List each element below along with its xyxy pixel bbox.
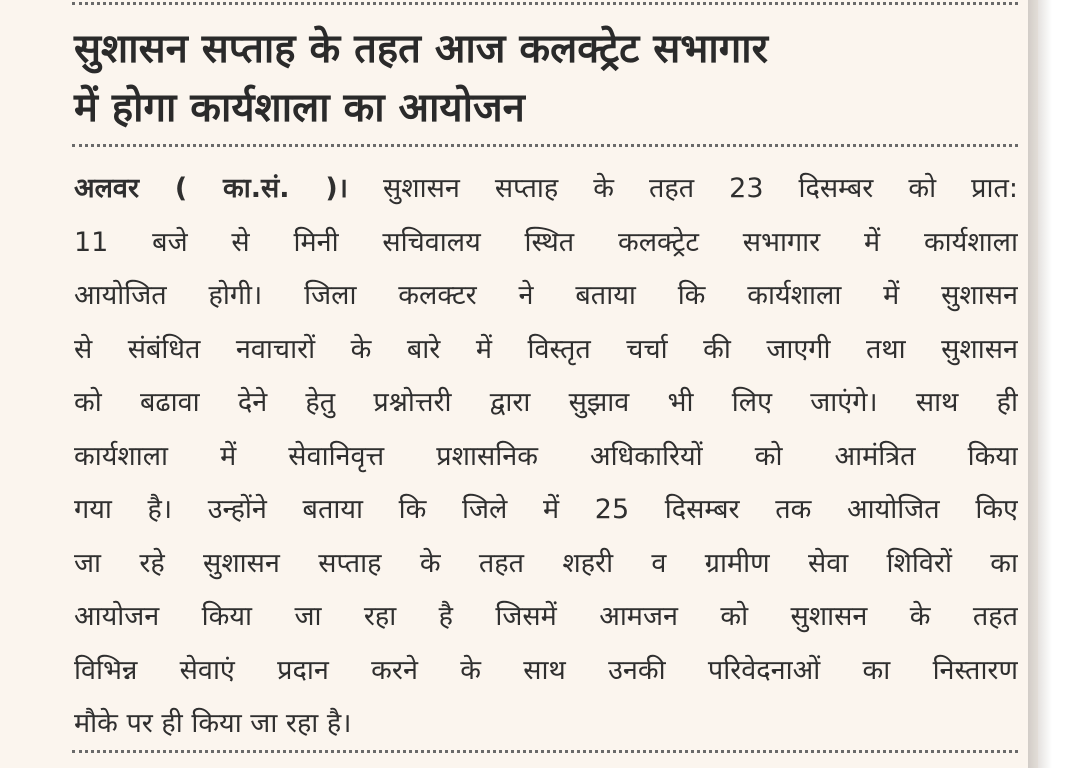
headline-line-2: में होगा कार्यशाला का आयोजन — [74, 85, 525, 131]
bottom-dotted-rule — [72, 750, 1018, 753]
body-line-1 — [74, 162, 1018, 216]
body-line-7: गया है। उन्होंने बताया कि जिले में 25 दिसम्बर तक आयोजित किए — [74, 494, 1018, 525]
body-line-11: मौके पर ही किया जा रहा है। — [74, 708, 352, 739]
body-line-4: से संबंधित नवाचारों के बारे में विस्तृत चर्चा की जाएगी तथा सुशासन — [74, 333, 1018, 365]
body-line-5: को बढावा देने हेतु प्रश्नोत्तरी द्वारा सुझाव भी लिए जाएंगे। साथ ही — [74, 387, 1018, 418]
body-line-3: आयोजित होगी। जिला कलक्टर ने बताया कि कार्यशाला में सुशासन — [74, 280, 1018, 311]
first-line-text: सुशासन सप्ताह के तहत 23 दिसम्बर को प्रात: — [383, 173, 1018, 204]
body-line-2: 11 बजे से मिनी सचिवालय स्थित कलक्ट्रेट सभागार में कार्यशाला — [74, 226, 1018, 258]
article-headline — [74, 20, 1024, 138]
body-line-10: विभिन्न सेवाएं प्रदान करने के साथ उनकी परिवेदनाओं का निस्तारण — [74, 654, 1018, 686]
page-edge-shadow — [1028, 0, 1052, 768]
headline-line-1: सुशासन सप्ताह के तहत आज कलक्ट्रेट सभागार — [74, 26, 768, 72]
body-line-8: जा रहे सुशासन सप्ताह के तहत शहरी व ग्रामीण सेवा शिविरों का — [74, 547, 1018, 579]
body-line-9: आयोजन किया जा रहा है जिसमें आमजन को सुशासन के तहत — [74, 601, 1018, 632]
top-dotted-rule — [72, 2, 1018, 5]
dateline: अलवर ( का.सं. )। — [74, 173, 348, 204]
headline-dotted-rule — [72, 144, 1018, 147]
body-line-6: कार्यशाला में सेवानिवृत्त प्रशासनिक अधिकारियों को आमंत्रित किया — [74, 440, 1018, 472]
article-body — [74, 162, 1018, 751]
